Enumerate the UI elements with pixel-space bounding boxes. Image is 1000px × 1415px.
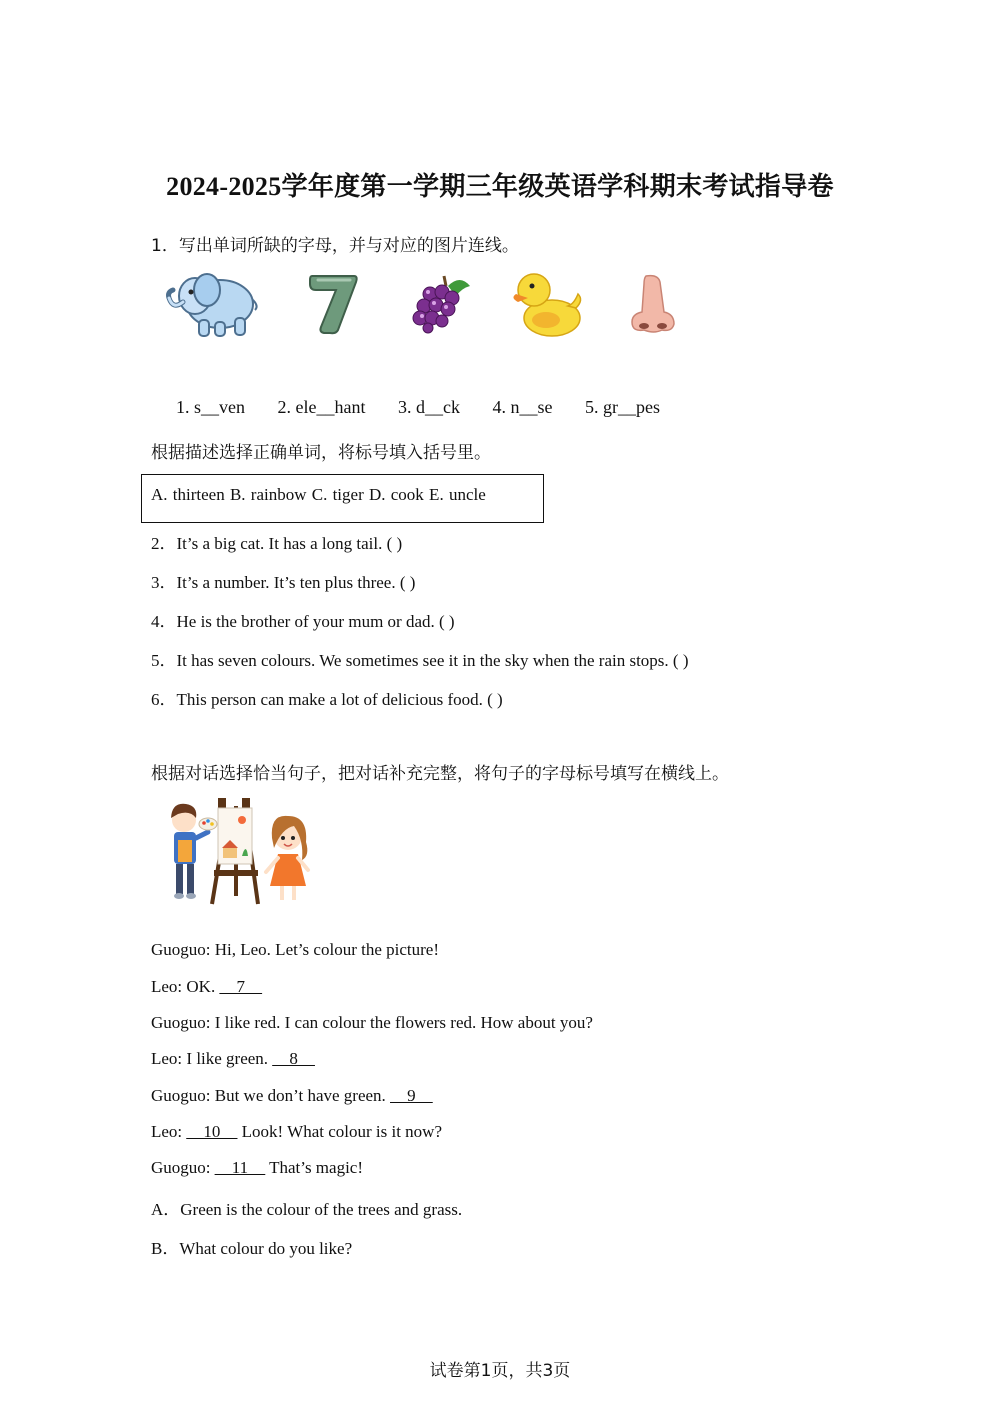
dialogue-line-2 [151,977,262,997]
kids-painting-illustration [162,796,318,908]
dialogue-text: Guoguo: Hi, Leo. Let’s colour the picture! [151,940,439,959]
dialogue-line-7 [151,1158,363,1178]
answer-blank-10: __10__ [186,1122,238,1141]
answer-blank-11: __11__ [214,1158,266,1177]
answer-blank-8: __8__ [272,1049,315,1068]
nose-picture [628,272,678,334]
choice-b: B．What colour do you like? [151,1239,353,1258]
page-title: 2024-2025学年度第一学期三年级英语学科期末考试指导卷 [166,172,834,201]
dialogue-line-5 [151,1086,433,1106]
dialogue-text: Guoguo: I like red. I can colour the flowers red. How about you? [151,1013,593,1032]
dialogue-text: Leo: [151,1122,187,1141]
dialogue-text: Leo: I like green. [151,1049,273,1068]
dialogue-line-1 [151,940,439,960]
question-3: 3．It’s a number. It’s ten plus three. ( ) [151,573,416,592]
question-4: 4．He is the brother of your mum or dad. ( ) [151,612,455,631]
dialogue-line-6 [151,1122,442,1142]
dialogue-text: Guoguo: [151,1158,215,1177]
dialogue-text: Look! What colour is it now? [237,1122,442,1141]
page-footer: 试卷第1页，共3页 [429,1361,571,1381]
word-fill-row [176,397,688,418]
dialogue-text: Guoguo: But we don’t have green. [151,1086,391,1105]
answer-blank-7: __7__ [219,977,262,996]
section3-instruction: 根据对话选择恰当句子，把对话补充完整，将句子的字母标号填写在横线上。 [151,764,729,784]
dialogue-line-3 [151,1013,593,1033]
question-6: 6．This person can make a lot of delicious food. ( ) [151,690,503,709]
dialogue-text: Leo: OK. [151,977,220,996]
word-blank-1: 1. s__ven [176,397,245,417]
answer-blank-9: __9__ [390,1086,433,1105]
word-blank-4: 4. n__se [492,397,553,417]
question-2: 2．It’s a big cat. It has a long tail. ( ) [151,534,403,553]
choice-a: A．Green is the colour of the trees and grass. [151,1200,463,1219]
dialogue-line-4 [151,1049,315,1069]
section2-instruction: 根据描述选择正确单词，将标号填入括号里。 [151,443,491,463]
duck-picture [512,268,584,338]
seven-picture [306,272,360,336]
word-options: A. thirteen B. rainbow C. tiger D. cook E. uncle [151,485,486,504]
question-5: 5．It has seven colours. We sometimes see it in the sky when the rain stops. ( ) [151,651,689,670]
elephant-picture [165,266,261,340]
dialogue-text: That’s magic! [265,1158,364,1177]
word-blank-3: 3. d__ck [397,397,460,417]
grapes-picture [408,272,474,334]
q1-instruction: 1．写出单词所缺的字母，并与对应的图片连线。 [151,236,519,256]
word-blank-2: 2. ele__hant [277,397,366,417]
word-blank-5: 5. gr__pes [584,397,660,417]
